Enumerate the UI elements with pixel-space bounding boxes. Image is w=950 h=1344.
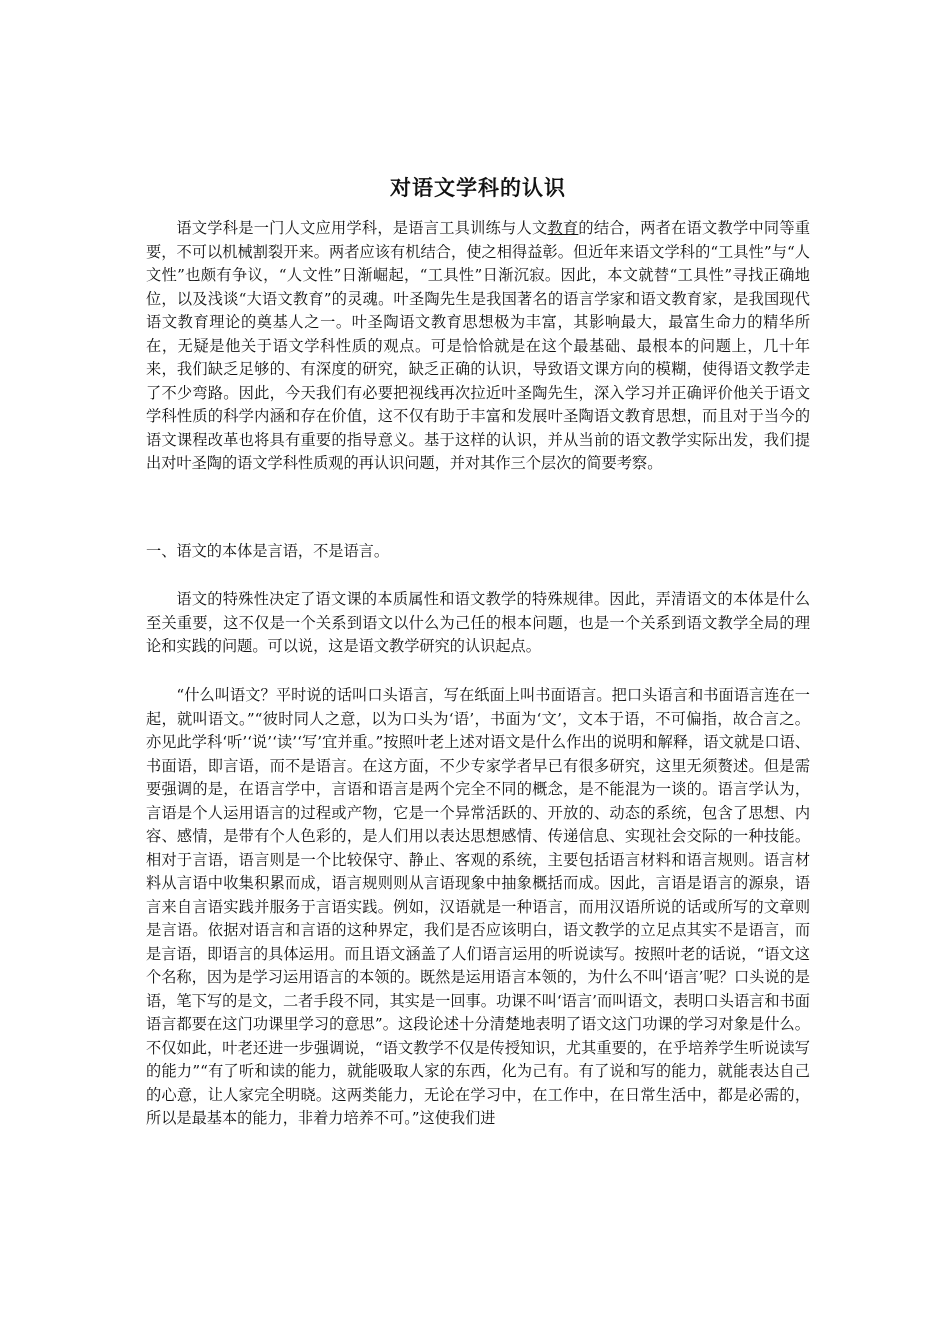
section-heading-1: 一、语文的本体是言语，不是语言。 xyxy=(146,542,389,560)
body-paragraph-3: “什么叫语文？平时说的话叫口头语言，写在纸面上叫书面语言。把口头语言和书面语言连在一起，就叫语文。”“彼时同人之意，以为口头为‘语’，书面为‘文’，文本于语，不可偏指，故合言之。亦见此学科‘听’‘说’‘读’‘写’宜并重。”按照叶老上述对语文是什么作出的说明和解释，语文就是口语、书面语，即言语，而不是语言。在这方面，不少专家学者早已有很多研究，这里无须赘述。但是需要强调的是，在语言学中，言语和语言是两个完全不同的概念，是不能混为一谈的。语言学认为，言语是个人运用语言的过程或产物，它是一个异常活跃的、开放的、动态的系统，包含了思想、内容、感情，是带有个人色彩的，是人们用以表达思想感情、传递信息、实现社会交际的一种技能。相对于言语，语言则是一个比较保守、静止、客观的系统，主要包括语言材料和语言规则。语言材料从言语中收集积累而成，语言规则则从言语现象中抽象概括而成。因此，言语是语言的源泉，语言来自言语实践并服务于言语实践。例如，汉语就是一种语言，而用汉语所说的话或所写的文章则是言语。依据对语言和言语的这种界定，我们是否应该明白，语文教学的立足点其实不是语言，而是言语，即语言的具体运用。而且语文涵盖了人们语言运用的听说读写。按照叶老的话说，“语文这个名称，因为是学习运用语言的本领的。既然是运用语言本领的，为什么不叫‘语言’呢？口头说的是语，笔下写的是文，二者手段不同，其实是一回事。功课不叫‘语言’而叫语文，表明口头语言和书面语言都要在这门功课里学习的意思”。这段论述十分清楚地表明了语文这门功课的学习对象是什么。不仅如此，叶老还进一步强调说，“语文教学不仅是传授知识，尤其重要的，在乎培养学生听说读写的能力”“有了听和读的能力，就能吸取人家的东西，化为己有。有了说和写的能力，就能表达自己的心意，让人家完全明晓。这两类能力，无论在学习中，在工作中，在日常生活中，都是必需的，所以是最基本的能力，非着力培养不可。”这使我们进 xyxy=(146,686,810,1127)
intro-text-before-link: 语文学科是一门人文应用学科，是语言工具训练与人文 xyxy=(176,219,548,237)
document-title: 对语文学科的认识 xyxy=(390,175,566,200)
intro-text-after-link: 的结合，两者在语文教学中同等重要，不可以机械割裂开来。两者应该有机结合，使之相得益彰。但近年来语文学科的“工具性”与“人文性”也颇有争议，“人文性”日渐崛起，“工具性”日渐沉寂。因此，本文就替“工具性”寻找正确地位，以及浅谈“大语文教育”的灵魂。叶圣陶先生是我国著名的语言学家和语文教育家，是我国现代语文教育理论的奠基人之一。叶圣陶语文教育思想极为丰富，其影响最大，最富生命力的精华所在，无疑是他关于语文学科性质的观点。可是恰恰就是在这个最基础、最根本的问题上，几十年来，我们缺乏足够的、有深度的研究，缺乏正确的认识，导致语文课方向的模糊，使得语文教学走了不少弯路。因此，今天我们有必要把视线再次拉近叶圣陶先生，深入学习并正确评价他关于语文学科性质的科学内涵和存在价值，这不仅有助于丰富和发展叶圣陶语文教育思想，而且对于当今的语文课程改革也将具有重要的指导意义。基于这样的认识，并从当前的语文教学实际出发，我们提出对叶圣陶的语文学科性质观的再认识问题，并对其作三个层次的简要考察。 xyxy=(146,219,811,472)
education-link[interactable]: 教育 xyxy=(547,219,579,237)
intro-paragraph xyxy=(146,217,810,476)
body-paragraph-2: 语文的特殊性决定了语文课的本质属性和语文教学的特殊规律。因此，弄清语文的本体是什么至关重要，这不仅是一个关系到语文以什么为己任的根本问题，也是一个关系到语文教学全局的理论和实践的问题。可以说，这是语文教学研究的认识起点。 xyxy=(146,590,810,655)
